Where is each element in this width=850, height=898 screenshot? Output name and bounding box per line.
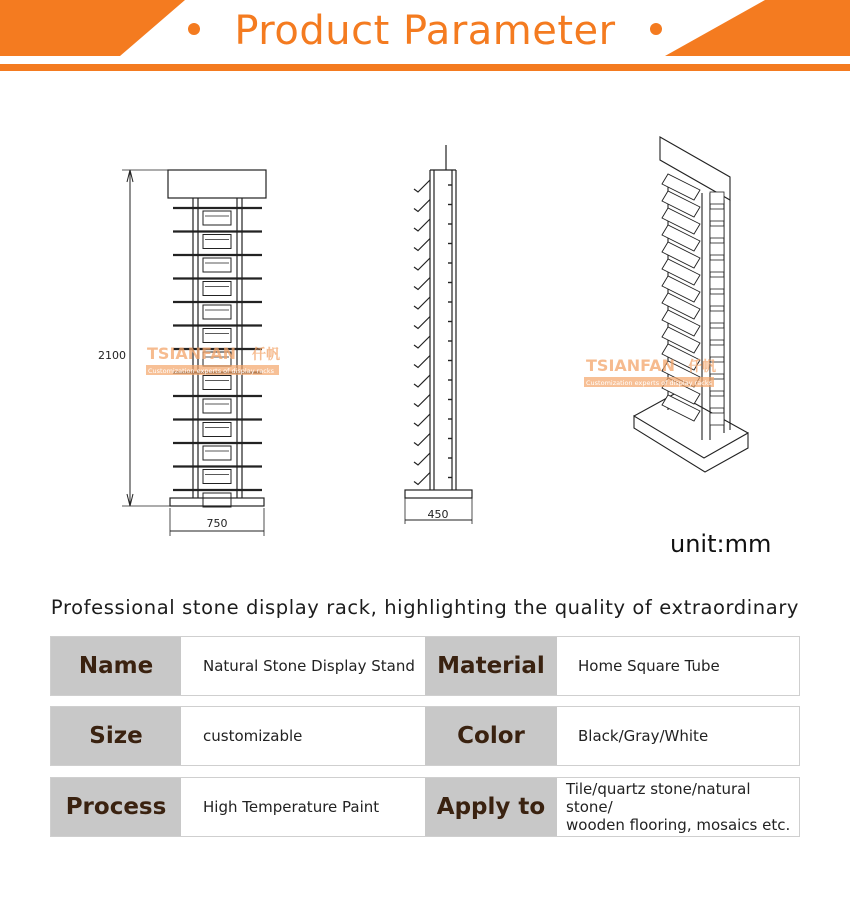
front-shelf	[173, 232, 262, 249]
dim-width-side-label: 450	[427, 508, 449, 521]
param-label-material: Material	[425, 637, 557, 695]
param-row-3	[50, 777, 800, 837]
watermark-iso-sub: Customization experts of display racks	[586, 379, 713, 387]
header-banner	[0, 0, 850, 75]
param-value-color: Black/Gray/White	[578, 727, 709, 745]
param-label-apply-to: Apply to	[425, 778, 557, 836]
front-shelf	[173, 279, 262, 296]
param-value-process: High Temperature Paint	[203, 798, 380, 816]
front-shelf	[173, 467, 262, 484]
param-label-color: Color	[425, 707, 557, 765]
page-title: Product Parameter	[234, 8, 616, 54]
watermark-front-brand: TSIANFAN	[147, 344, 237, 363]
unit-label: unit:mm	[670, 530, 772, 558]
front-shelf	[173, 443, 262, 460]
front-shelf	[173, 373, 262, 390]
technical-drawings	[0, 80, 850, 580]
side-hook	[414, 473, 452, 485]
watermark-front-sub: Customization experts of display racks	[148, 367, 275, 375]
side-hook	[414, 258, 452, 270]
param-label-size: Size	[51, 707, 181, 765]
side-view-drawing	[405, 145, 472, 524]
page-title-wrap	[0, 8, 850, 54]
front-shelf	[173, 302, 262, 319]
front-shelf	[173, 208, 262, 225]
title-dot-left	[188, 23, 200, 35]
side-hook	[414, 219, 452, 231]
param-label-name: Name	[51, 637, 181, 695]
product-tagline: Professional stone display rack, highlighting the quality of extraordinary	[50, 596, 800, 619]
front-shelf	[173, 326, 262, 343]
side-hook	[414, 395, 452, 407]
param-value-size: customizable	[203, 727, 303, 745]
isometric-view-drawing	[634, 137, 748, 472]
drawing-canvas	[0, 80, 850, 580]
side-hook	[414, 356, 452, 368]
header-underline	[0, 64, 850, 71]
front-shelf	[173, 420, 262, 437]
watermark-iso-brand: TSIANFAN	[586, 356, 676, 375]
param-value-name: Natural Stone Display Stand	[203, 657, 415, 675]
dim-height-label: 2100	[98, 349, 126, 362]
param-row-1	[50, 636, 800, 696]
param-label-process: Process	[51, 778, 181, 836]
side-hook	[414, 180, 452, 192]
dim-width-front-label: 750	[206, 517, 228, 530]
param-row-2	[50, 706, 800, 766]
front-shelf	[173, 255, 262, 272]
front-shelf	[173, 396, 262, 413]
side-hook	[414, 200, 452, 212]
param-value-apply-to: Tile/quartz stone/natural stone/ wooden flooring, mosaics etc.	[566, 780, 791, 834]
side-hook	[414, 297, 452, 309]
side-hook	[414, 317, 452, 329]
side-hook	[414, 375, 452, 387]
side-hook	[414, 239, 452, 251]
side-hook	[414, 453, 452, 465]
watermark-iso-cn: 仟帆	[688, 359, 716, 375]
side-hook	[414, 278, 452, 290]
side-hook	[414, 434, 452, 446]
side-hook	[414, 414, 452, 426]
title-dot-right	[650, 23, 662, 35]
watermark-front-cn: 仟帆	[252, 347, 280, 363]
side-hook	[414, 336, 452, 348]
param-value-material: Home Square Tube	[578, 657, 720, 675]
